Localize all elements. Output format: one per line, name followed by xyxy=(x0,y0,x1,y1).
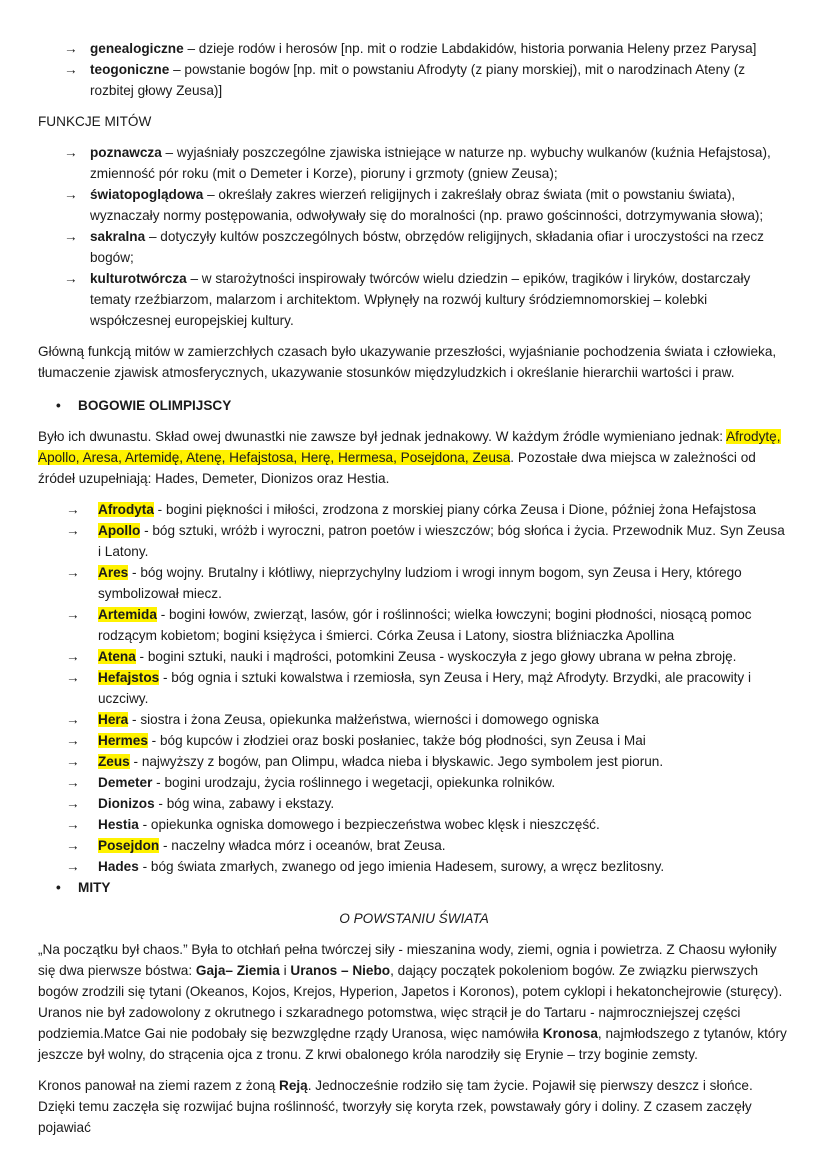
list-item xyxy=(0,835,828,856)
function-term: światopoglądowa xyxy=(90,187,204,202)
myth-type-term: genealogiczne xyxy=(90,41,184,56)
list-item xyxy=(0,856,828,877)
god-desc: - opiekunka ogniska domowego i bezpieczeństwa wobec klęsk i nieszczęść. xyxy=(138,817,600,832)
arrow-icon: → xyxy=(66,670,80,685)
myth-type-desc: – dzieje rodów i herosów [np. mit o rodzie Labdakidów, historia porwania Heleny przez Parysa] xyxy=(183,41,757,56)
god-desc: - bogini urodzaju, życia roślinnego i wegetacji, opiekunka rolników. xyxy=(152,775,556,790)
god-desc: - bóg sztuki, wróżb i wyroczni, patron poetów i wieszczów; bóg słońca i życia. Przewodnik Muz. Syn Zeusa i Latony. xyxy=(98,523,785,559)
list-item xyxy=(0,184,828,226)
arrow-icon: → xyxy=(64,41,78,56)
bold-run: Kronosa xyxy=(542,1026,598,1041)
function-term: sakralna xyxy=(90,229,146,244)
arrow-icon: → xyxy=(66,859,80,874)
god-name: Demeter xyxy=(98,775,153,790)
god-desc: - naczelny władca mórz i oceanów, brat Zeusa. xyxy=(159,838,446,853)
arrow-icon: → xyxy=(66,649,80,664)
god-name: Posejdon xyxy=(98,838,160,853)
olympians-heading-text: BOGOWIE OLIMPIJSCY xyxy=(78,398,232,413)
god-name: Hefajstos xyxy=(98,670,160,685)
bullet-icon: • xyxy=(56,880,61,895)
list-item xyxy=(0,709,828,730)
god-name: Hestia xyxy=(98,817,139,832)
god-desc: - najwyższy z bogów, pan Olimpu, władca nieba i błyskawic. Jego symbolem jest piorun. xyxy=(129,754,664,769)
list-item xyxy=(0,646,828,667)
list-item xyxy=(0,730,828,751)
god-name: Dionizos xyxy=(98,796,155,811)
list-item xyxy=(0,226,828,268)
text-run: , najmłodszego z tytanów, który jeszcze był wolny, do strącenia ojca z tronu. Z krwi obalonego króla narodziły się Erynie – trzy boginie zemsty. xyxy=(38,1026,787,1062)
god-desc: - bóg wina, zabawy i ekstazy. xyxy=(154,796,335,811)
list-item xyxy=(0,793,828,814)
function-term: kulturotwórcza xyxy=(90,271,187,286)
arrow-icon: → xyxy=(66,523,80,538)
arrow-icon: → xyxy=(64,62,78,77)
god-name: Afrodyta xyxy=(98,502,154,517)
olympians-intro-text: Było ich dwunastu. Skład owej dwunastki nie zawsze był jednak jednakowy. W każdym źródle wymieniano jednak: xyxy=(38,429,727,444)
arrow-icon: → xyxy=(66,607,80,622)
arrow-icon: → xyxy=(64,229,78,244)
myths-heading-text: MITY xyxy=(78,880,111,895)
god-desc: - bóg kupców i złodziei oraz boski posłaniec, także bóg płodności, syn Zeusa i Mai xyxy=(147,733,646,748)
arrow-icon: → xyxy=(66,754,80,769)
myth-type-term: teogoniczne xyxy=(90,62,170,77)
list-item xyxy=(0,142,828,184)
god-desc: - bóg świata zmarłych, zwanego od jego imienia Hadesem, surowy, a wręcz bezlitosny. xyxy=(138,859,665,874)
olympians-highlight: Afrodytę, Apollo, Aresa, Artemidę, Atenę, Hefajstosa, Herę, Hermesa, Posejdona, Zeusa xyxy=(38,429,781,465)
function-desc: – wyjaśniały poszczególne zjawiska istniejące w naturze np. wybuchy wulkanów (kuźnia Hefajstosa), zmienność pór roku (mit o Demeter i Korze), pioruny i grzmoty (gniew Zeusa); xyxy=(90,145,771,181)
god-name: Zeus xyxy=(98,754,130,769)
functions-heading: FUNKCJE MITÓW xyxy=(38,114,152,129)
creation-paragraph-1 xyxy=(0,939,828,1065)
main-function-paragraph: Główną funkcją mitów w zamierzchłych czasach było ukazywanie przeszłości, wyjaśnianie pochodzenia świata i człowieka, tłumaczenie zjawisk atmosferycznych, ukazywanie stosunków międzyludzkich i określanie hierarchii wartości i praw. xyxy=(38,344,777,380)
myth-types-list xyxy=(0,38,828,101)
god-desc: - bóg wojny. Brutalny i kłótliwy, nieprzychylny ludziom i wrogi innym bogom, syn Zeusa i Hery, którego symbolizował miecz. xyxy=(98,565,742,601)
olympians-intro xyxy=(0,426,828,489)
gods-list xyxy=(0,499,828,877)
god-desc: - bogini łowów, zwierząt, lasów, gór i roślinności; wielka łowczyni; bogini płodności, niosącą pomoc rodzącym kobietom; bogini księżyca i śmierci. Córka Zeusa i Latony, siostra bliźniaczka Apollina xyxy=(98,607,752,643)
list-item xyxy=(0,772,828,793)
arrow-icon: → xyxy=(66,712,80,727)
god-desc: - bogini piękności i miłości, zrodzona z morskiej piany córka Zeusa i Dione, później żona Hefajstosa xyxy=(153,502,757,517)
god-name: Hermes xyxy=(98,733,148,748)
list-item xyxy=(0,38,828,59)
list-item xyxy=(0,604,828,646)
arrow-icon: → xyxy=(66,838,80,853)
text-run: . Jednocześnie rodziło się tam życie. Pojawił się pierwszy deszcz i słońce. Dzięki temu zaczęła się rozwijać bujna roślinność, tworzyły się koryta rzek, powstawały góry i doliny. Z czasem zaczęły pojawiać xyxy=(38,1078,753,1135)
bold-run: Gaja– Ziemia xyxy=(195,963,280,978)
text-run: i xyxy=(279,963,291,978)
list-item xyxy=(0,751,828,772)
god-name: Hades xyxy=(98,859,139,874)
bullet-icon: • xyxy=(56,398,61,413)
arrow-icon: → xyxy=(64,271,78,286)
list-item xyxy=(0,59,828,101)
arrow-icon: → xyxy=(66,565,80,580)
arrow-icon: → xyxy=(66,817,80,832)
list-item xyxy=(0,499,828,520)
functions-list xyxy=(0,142,828,331)
function-desc: – określały zakres wierzeń religijnych i zakreślały obraz świata (mit o powstaniu świata), wyznaczały normy postępowania, odwoływały się do moralności (np. prawo gościnności, dotrzymywania słowa); xyxy=(90,187,764,223)
myth-type-desc: – powstanie bogów [np. mit o powstaniu Afrodyty (z piany morskiej), mit o narodzinach Ateny (z rozbitej głowy Zeusa)] xyxy=(90,62,746,98)
arrow-icon: → xyxy=(66,502,80,517)
list-item xyxy=(0,562,828,604)
creation-paragraph-2 xyxy=(0,1075,828,1138)
arrow-icon: → xyxy=(66,796,80,811)
bold-run: Uranos – Niebo xyxy=(290,963,391,978)
function-desc: – dotyczyły kultów poszczególnych bóstw, obrzędów religijnych, składania ofiar i uroczystości na rzecz bogów; xyxy=(90,229,764,265)
arrow-icon: → xyxy=(66,775,80,790)
text-run: Kronos panował na ziemi razem z żoną xyxy=(38,1078,280,1093)
arrow-icon: → xyxy=(64,187,78,202)
list-item xyxy=(0,814,828,835)
arrow-icon: → xyxy=(64,145,78,160)
list-item xyxy=(0,268,828,331)
list-item xyxy=(0,667,828,709)
god-name: Artemida xyxy=(98,607,157,622)
god-desc: - siostra i żona Zeusa, opiekunka małżeństwa, wierności i domowego ogniska xyxy=(128,712,599,727)
bold-run: Reją xyxy=(279,1078,308,1093)
god-desc: - bogini sztuki, nauki i mądrości, potomkini Zeusa - wyskoczyła z jego głowy ubrana w pełna zbroję. xyxy=(135,649,737,664)
creation-title: O POWSTANIU ŚWIATA xyxy=(339,911,489,926)
god-name: Apollo xyxy=(98,523,141,538)
god-name: Atena xyxy=(98,649,136,664)
list-item xyxy=(0,520,828,562)
myths-heading xyxy=(0,877,828,898)
god-desc: - bóg ognia i sztuki kowalstwa i rzemiosła, syn Zeusa i Hery, mąż Afrodyty. Brzydki, ale pracowity i uczciwy. xyxy=(98,670,751,706)
god-name: Hera xyxy=(98,712,129,727)
function-desc: – w starożytności inspirowały twórców wielu dziedzin – epików, tragików i liryków, dostarczały tematy rzeźbiarzom, malarzom i architektom. Wpłynęły na rozwój kultury śródziemnomorskiej – kolebki współczesnej europejskiej kultury. xyxy=(90,271,751,328)
olympians-intro-rest: . Pozostałe dwa miejsca w zależności od źródeł uzupełniają: Hades, Demeter, Dionizos oraz Hestia. xyxy=(38,450,756,486)
text-run: „Na początku był chaos.” Była to otchłań pełna twórczej siły - mieszanina wody, ziemi, ognia i powietrza. Z Chaosu wyłoniły się dwa pierwsze bóstwa: xyxy=(38,942,777,978)
function-term: poznawcza xyxy=(90,145,162,160)
olympians-heading xyxy=(0,395,828,416)
arrow-icon: → xyxy=(66,733,80,748)
text-run: , dający początek pokoleniom bogów. Ze związku pierwszych bogów zrodzili się tytani (Okeanos, Kojos, Krejos, Hyperion, Japetos i Koronos), potem cyklopi i hekatonchejrowie (sturęcy). Uranos nie był zadowolony z okrutnego i szkaradnego potomstwa, więc strącił je do Tartaru - najmroczniejszej części podziemia.Matce Gai nie podobały się bezwzględne rządy Uranosa, więc namówiła xyxy=(38,963,783,1041)
god-name: Ares xyxy=(98,565,129,580)
